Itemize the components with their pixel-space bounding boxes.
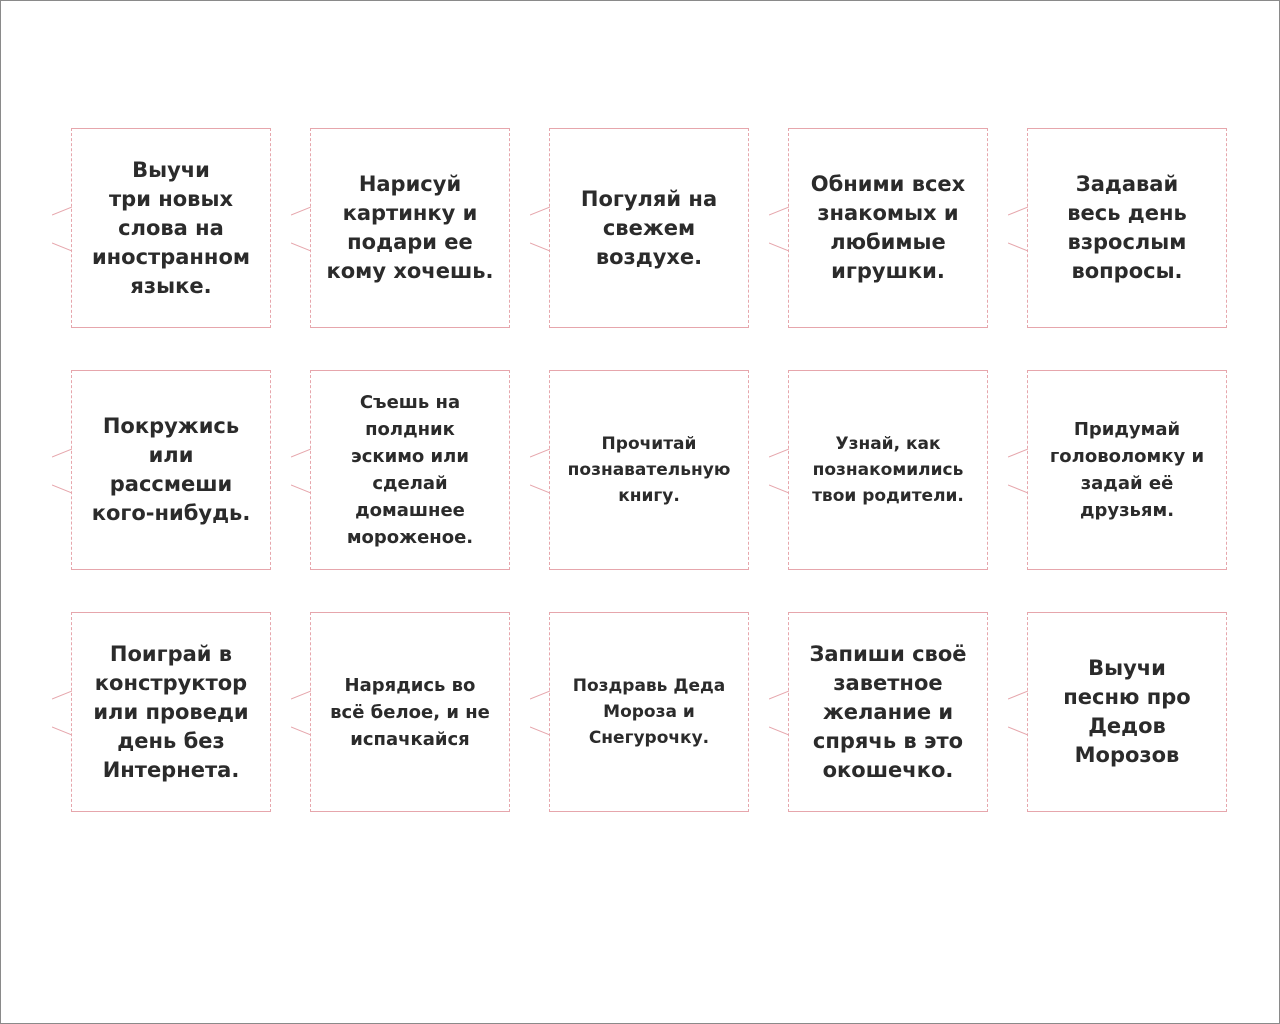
- card-text: Обними всех знакомых и любимые игрушки.: [810, 172, 966, 283]
- advent-card-2: [310, 128, 510, 328]
- advent-card-12: [310, 612, 510, 812]
- fold-tab: [52, 449, 72, 493]
- card-text: Выучи три новых слова на иностранном языке.: [91, 157, 251, 298]
- fold-tab: [1008, 207, 1028, 251]
- card-text: Выучи песню про Дедов Морозов: [1063, 656, 1191, 767]
- card-text: Задавай весь день взрослым вопросы.: [1067, 172, 1187, 283]
- card-text: Съешь на полдник эскимо или сделай домашнее мороженое.: [346, 392, 474, 548]
- card-text: Погуляй на свежем воздухе.: [580, 186, 718, 269]
- card-text: Запиши своё заветное желание и спрячь в это окошечко.: [809, 641, 967, 782]
- fold-tab: [530, 449, 550, 493]
- fold-tab: [769, 207, 789, 251]
- card-text: Нарисуй картинку и подари ее кому хочешь.: [326, 172, 494, 283]
- fold-tab: [769, 449, 789, 493]
- advent-card-6: [71, 370, 271, 570]
- card-text: Прочитай познавательную книгу.: [567, 434, 731, 506]
- advent-card-7: [310, 370, 510, 570]
- card-text: Поиграй в конструктор или проведи день без Интернета.: [93, 641, 249, 782]
- card-text: Узнай, как познакомились твои родители.: [812, 434, 964, 506]
- fold-tab: [291, 691, 311, 735]
- fold-tab: [52, 207, 72, 251]
- advent-card-8: [549, 370, 749, 570]
- advent-card-15: [1027, 612, 1227, 812]
- card-text: Покружись или рассмеши кого-нибудь.: [91, 414, 251, 525]
- card-text: Нарядись во всё белое, и не испачкайся: [330, 674, 490, 750]
- advent-card-1: [71, 128, 271, 328]
- advent-card-9: [788, 370, 988, 570]
- advent-card-3: [549, 128, 749, 328]
- fold-tab: [530, 691, 550, 735]
- fold-tab: [1008, 449, 1028, 493]
- fold-tab: [291, 207, 311, 251]
- fold-tab: [52, 691, 72, 735]
- advent-card-10: [1027, 370, 1227, 570]
- fold-tab: [530, 207, 550, 251]
- card-text: Поздравь Деда Мороза и Снегурочку.: [572, 676, 726, 748]
- advent-card-5: [1027, 128, 1227, 328]
- card-text: Придумай головоломку и задай её друзьям.: [1049, 419, 1205, 521]
- advent-card-4: [788, 128, 988, 328]
- advent-card-11: [71, 612, 271, 812]
- advent-card-14: [788, 612, 988, 812]
- card-grid: [71, 128, 1227, 812]
- fold-tab: [1008, 691, 1028, 735]
- fold-tab: [769, 691, 789, 735]
- advent-card-13: [549, 612, 749, 812]
- fold-tab: [291, 449, 311, 493]
